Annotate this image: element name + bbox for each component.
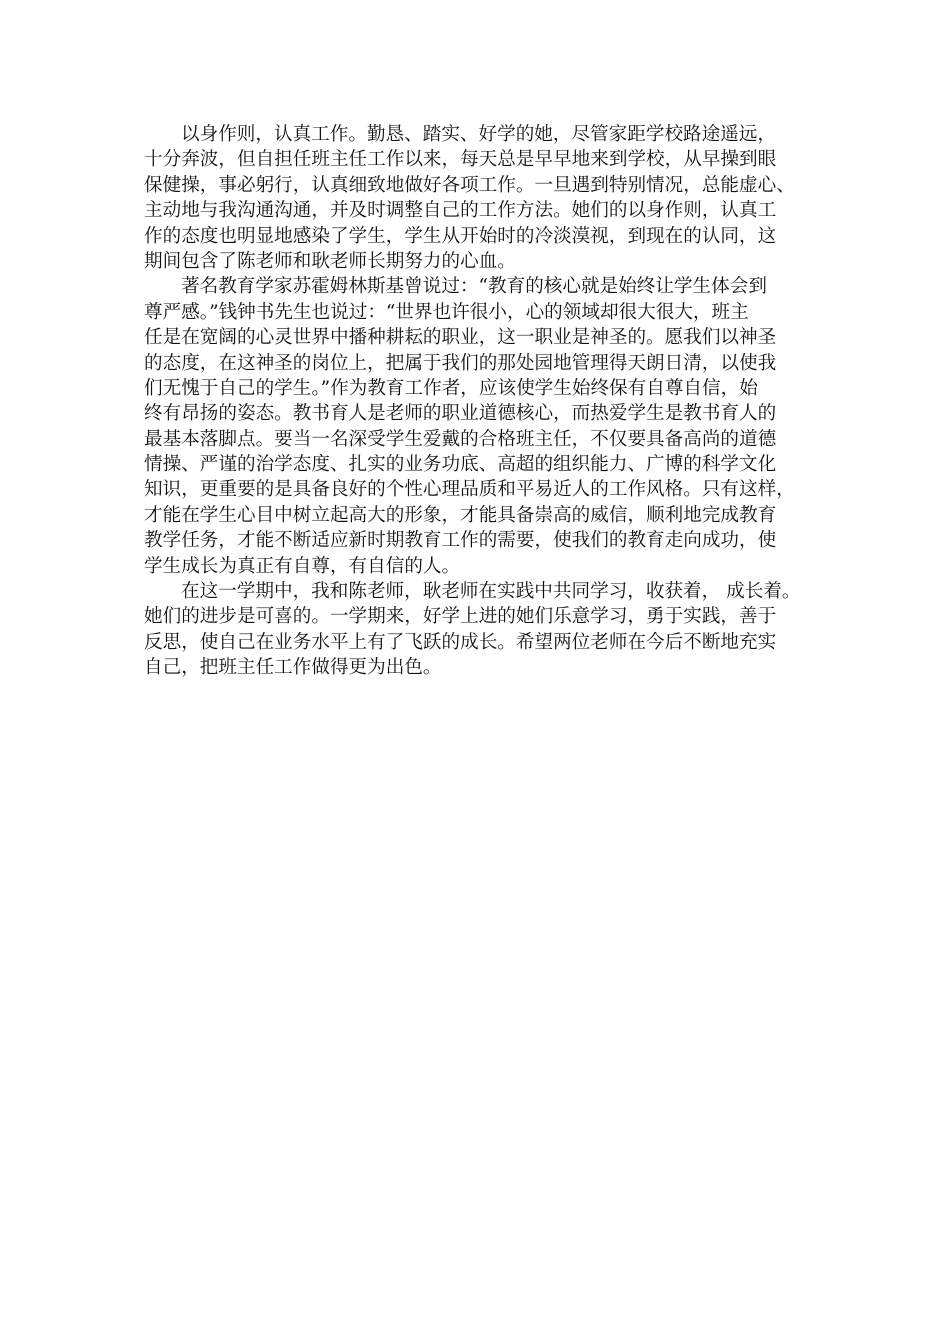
text-line: 终有昂扬的姿态。教书育人是老师的职业道德核心，而热爱学生是教书育人的: [144, 403, 777, 425]
text-line: 著名教育学家苏霍姆林斯基曾说过：“教育的核心就是始终让学生体会到: [181, 276, 767, 298]
text-line: 情操、严谨的治学态度、扎实的业务功底、高超的组织能力、广博的科学文化: [144, 454, 777, 476]
paragraph-2: [144, 274, 820, 579]
text-line: 自己，把班主任工作做得更为出色。: [144, 657, 442, 679]
text-line: 她们的进步是可喜的。一学期来，好学上进的她们乐意学习，勇于实践，善于: [144, 606, 777, 628]
text-line: 保健操，事必躬行，认真细致地做好各项工作。一旦遇到特别情况，总能虚心、: [144, 174, 795, 196]
document-body: [144, 122, 820, 681]
text-line: 以身作则，认真工作。勤恳、踏实、好学的她，尽管家距学校路途遥远，: [181, 124, 777, 145]
text-line: 才能在学生心目中树立起高大的形象，才能具备崇高的威信，顺利地完成教育: [144, 504, 777, 526]
text-line: 在这一学期中，我和陈老师，耿老师在实践中共同学习，收获着， 成长着。: [181, 581, 801, 603]
text-line: 们无愧于自己的学生。”作为教育工作者，应该使学生始终保有自尊自信，始: [144, 377, 758, 399]
text-line: 的态度，在这神圣的岗位上，把属于我们的那处园地管理得天朗日清，以使我: [144, 352, 777, 374]
text-line: 作的态度也明显地感染了学生，学生从开始时的冷淡漠视，到现在的认同，这: [144, 225, 777, 247]
paragraph-1: [144, 122, 820, 274]
text-line: 期间包含了陈老师和耿老师长期努力的心血。: [144, 250, 516, 272]
text-line: 反思，使自己在业务水平上有了飞跃的成长。希望两位老师在今后不断地充实: [144, 631, 777, 653]
text-line: 最基本落脚点。要当一名深受学生爱戴的合格班主任，不仅要具备高尚的道德: [144, 428, 777, 450]
text-line: 知识，更重要的是具备良好的个性心理品质和平易近人的工作风格。只有这样，: [144, 479, 795, 501]
text-line: 十分奔波，但自担任班主任工作以来，每天总是早早地来到学校，从早操到眼: [144, 149, 777, 171]
paragraph-3: [144, 579, 820, 681]
text-line: 任是在宽阔的心灵世界中播种耕耘的职业，这一职业是神圣的。愿我们以神圣: [144, 327, 777, 349]
text-line: 学生成长为真正有自尊，有自信的人。: [144, 555, 461, 577]
text-line: 教学任务，才能不断适应新时期教育工作的需要，使我们的教育走向成功，使: [144, 530, 777, 552]
text-line: 主动地与我沟通沟通，并及时调整自己的工作方法。她们的以身作则，认真工: [144, 200, 777, 222]
text-line: 尊严感。”钱钟书先生也说过：“世界也许很小，心的领域却很大很大，班主: [144, 301, 749, 323]
